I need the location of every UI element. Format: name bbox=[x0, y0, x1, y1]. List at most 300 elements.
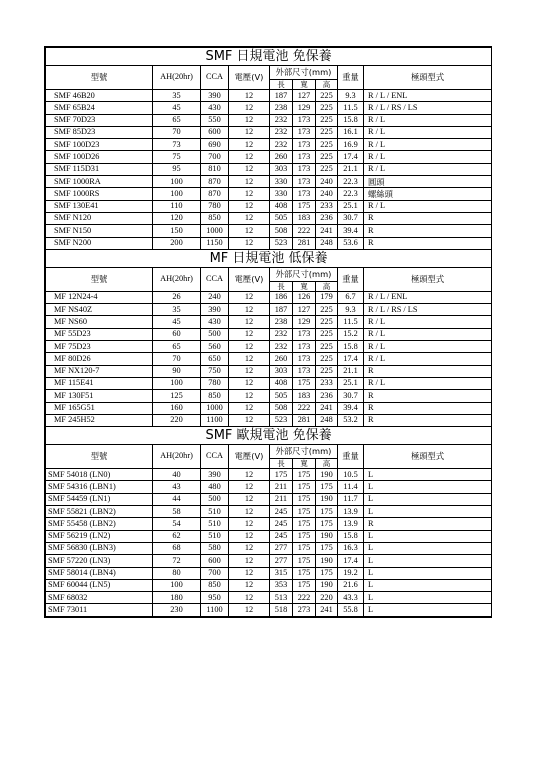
voltage-cell: 12 bbox=[229, 592, 270, 604]
header-dimensions: 外部尺寸(mm) bbox=[270, 66, 338, 80]
length-cell: 245 bbox=[270, 518, 293, 530]
width-cell: 173 bbox=[293, 163, 316, 175]
width-cell: 173 bbox=[293, 151, 316, 163]
ah-cell: 45 bbox=[153, 102, 201, 114]
cca-cell: 1150 bbox=[201, 237, 229, 249]
header-model: 型號 bbox=[46, 267, 153, 291]
model-cell: MF 55D23 bbox=[46, 328, 153, 340]
terminal-cell: R / L bbox=[364, 163, 492, 175]
weight-cell: 6.7 bbox=[338, 291, 364, 303]
table-row bbox=[46, 341, 492, 353]
ah-cell: 80 bbox=[153, 567, 201, 579]
cca-cell: 850 bbox=[201, 390, 229, 402]
terminal-cell: R bbox=[364, 390, 492, 402]
cca-cell: 560 bbox=[201, 341, 229, 353]
ah-cell: 44 bbox=[153, 493, 201, 505]
height-cell: 190 bbox=[316, 530, 338, 542]
cca-cell: 510 bbox=[201, 506, 229, 518]
table-row bbox=[46, 188, 492, 200]
header-voltage: 電壓(V) bbox=[229, 66, 270, 90]
voltage-cell: 12 bbox=[229, 114, 270, 126]
ah-cell: 75 bbox=[153, 151, 201, 163]
height-cell: 225 bbox=[316, 114, 338, 126]
header-height: 高 bbox=[316, 80, 338, 90]
header-ah: AH(20hr) bbox=[153, 445, 201, 469]
voltage-cell: 12 bbox=[229, 304, 270, 316]
voltage-cell: 12 bbox=[229, 604, 270, 616]
section-title: SMF 日規電池 免保養 bbox=[46, 48, 492, 66]
weight-cell: 30.7 bbox=[338, 390, 364, 402]
terminal-cell: L bbox=[364, 579, 492, 591]
height-cell: 225 bbox=[316, 304, 338, 316]
weight-cell: 13.9 bbox=[338, 506, 364, 518]
ah-cell: 70 bbox=[153, 353, 201, 365]
weight-cell: 25.1 bbox=[338, 377, 364, 389]
cca-cell: 600 bbox=[201, 126, 229, 138]
width-cell: 183 bbox=[293, 390, 316, 402]
width-cell: 173 bbox=[293, 139, 316, 151]
cca-cell: 390 bbox=[201, 469, 229, 481]
width-cell: 127 bbox=[293, 304, 316, 316]
terminal-cell: R / L / ENL bbox=[364, 90, 492, 102]
terminal-cell: R / L bbox=[364, 316, 492, 328]
width-cell: 175 bbox=[293, 481, 316, 493]
width-cell: 222 bbox=[293, 592, 316, 604]
length-cell: 232 bbox=[270, 139, 293, 151]
table-row bbox=[46, 365, 492, 377]
voltage-cell: 12 bbox=[229, 341, 270, 353]
model-cell: SMF 54316 (LBN1) bbox=[46, 481, 153, 493]
voltage-cell: 12 bbox=[229, 237, 270, 249]
table-row bbox=[46, 328, 492, 340]
battery-spec-sheet bbox=[44, 46, 492, 618]
width-cell: 175 bbox=[293, 493, 316, 505]
model-cell: SMF 70D23 bbox=[46, 114, 153, 126]
weight-cell: 19.2 bbox=[338, 567, 364, 579]
header-ah: AH(20hr) bbox=[153, 267, 201, 291]
column-header-row bbox=[46, 267, 492, 281]
width-cell: 173 bbox=[293, 341, 316, 353]
length-cell: 505 bbox=[270, 212, 293, 224]
width-cell: 127 bbox=[293, 90, 316, 102]
length-cell: 232 bbox=[270, 328, 293, 340]
model-cell: MF 80D26 bbox=[46, 353, 153, 365]
height-cell: 240 bbox=[316, 176, 338, 188]
cca-cell: 510 bbox=[201, 530, 229, 542]
width-cell: 173 bbox=[293, 353, 316, 365]
terminal-cell: R / L bbox=[364, 139, 492, 151]
length-cell: 245 bbox=[270, 530, 293, 542]
terminal-cell: 圓頭 bbox=[364, 176, 492, 188]
column-header-row bbox=[46, 66, 492, 80]
voltage-cell: 12 bbox=[229, 390, 270, 402]
height-cell: 225 bbox=[316, 139, 338, 151]
table-row bbox=[46, 469, 492, 481]
weight-cell: 39.4 bbox=[338, 402, 364, 414]
voltage-cell: 12 bbox=[229, 126, 270, 138]
voltage-cell: 12 bbox=[229, 225, 270, 237]
section-title: MF 日規電池 低保養 bbox=[46, 249, 492, 267]
header-ah: AH(20hr) bbox=[153, 66, 201, 90]
height-cell: 241 bbox=[316, 604, 338, 616]
width-cell: 173 bbox=[293, 114, 316, 126]
length-cell: 303 bbox=[270, 163, 293, 175]
terminal-cell: R bbox=[364, 402, 492, 414]
length-cell: 175 bbox=[270, 469, 293, 481]
model-cell: SMF 1000RA bbox=[46, 176, 153, 188]
model-cell: MF NS60 bbox=[46, 316, 153, 328]
header-weight: 重量 bbox=[338, 445, 364, 469]
table-row bbox=[46, 316, 492, 328]
width-cell: 222 bbox=[293, 402, 316, 414]
table-row bbox=[46, 506, 492, 518]
width-cell: 175 bbox=[293, 506, 316, 518]
table-row bbox=[46, 237, 492, 249]
table-row bbox=[46, 126, 492, 138]
width-cell: 175 bbox=[293, 518, 316, 530]
width-cell: 175 bbox=[293, 469, 316, 481]
terminal-cell: R / L bbox=[364, 126, 492, 138]
terminal-cell: R bbox=[364, 414, 492, 426]
ah-cell: 100 bbox=[153, 579, 201, 591]
cca-cell: 850 bbox=[201, 212, 229, 224]
weight-cell: 43.3 bbox=[338, 592, 364, 604]
model-cell: SMF 65B24 bbox=[46, 102, 153, 114]
model-cell: SMF 58014 (LBN4) bbox=[46, 567, 153, 579]
battery-spec-table bbox=[45, 47, 492, 617]
voltage-cell: 12 bbox=[229, 506, 270, 518]
weight-cell: 30.7 bbox=[338, 212, 364, 224]
height-cell: 220 bbox=[316, 592, 338, 604]
cca-cell: 950 bbox=[201, 592, 229, 604]
length-cell: 408 bbox=[270, 200, 293, 212]
voltage-cell: 12 bbox=[229, 493, 270, 505]
height-cell: 190 bbox=[316, 493, 338, 505]
voltage-cell: 12 bbox=[229, 90, 270, 102]
weight-cell: 17.4 bbox=[338, 151, 364, 163]
length-cell: 315 bbox=[270, 567, 293, 579]
height-cell: 225 bbox=[316, 151, 338, 163]
model-cell: SMF 100D26 bbox=[46, 151, 153, 163]
length-cell: 505 bbox=[270, 390, 293, 402]
voltage-cell: 12 bbox=[229, 481, 270, 493]
height-cell: 190 bbox=[316, 469, 338, 481]
height-cell: 190 bbox=[316, 555, 338, 567]
table-row bbox=[46, 518, 492, 530]
header-dimensions: 外部尺寸(mm) bbox=[270, 267, 338, 281]
voltage-cell: 12 bbox=[229, 542, 270, 554]
length-cell: 211 bbox=[270, 481, 293, 493]
table-row bbox=[46, 390, 492, 402]
model-cell: MF 115E41 bbox=[46, 377, 153, 389]
terminal-cell: R bbox=[364, 212, 492, 224]
voltage-cell: 12 bbox=[229, 414, 270, 426]
model-cell: MF 245H52 bbox=[46, 414, 153, 426]
section-title: SMF 歐規電池 免保養 bbox=[46, 427, 492, 445]
table-row bbox=[46, 102, 492, 114]
ah-cell: 125 bbox=[153, 390, 201, 402]
ah-cell: 110 bbox=[153, 200, 201, 212]
header-voltage: 電壓(V) bbox=[229, 267, 270, 291]
weight-cell: 15.8 bbox=[338, 114, 364, 126]
width-cell: 175 bbox=[293, 567, 316, 579]
cca-cell: 550 bbox=[201, 114, 229, 126]
table-row bbox=[46, 542, 492, 554]
length-cell: 187 bbox=[270, 304, 293, 316]
model-cell: SMF 54459 (LN1) bbox=[46, 493, 153, 505]
terminal-cell: R / L / ENL bbox=[364, 291, 492, 303]
cca-cell: 850 bbox=[201, 579, 229, 591]
height-cell: 248 bbox=[316, 414, 338, 426]
model-cell: SMF 55458 (LBN2) bbox=[46, 518, 153, 530]
cca-cell: 810 bbox=[201, 163, 229, 175]
length-cell: 277 bbox=[270, 555, 293, 567]
ah-cell: 90 bbox=[153, 365, 201, 377]
model-cell: MF NX120-7 bbox=[46, 365, 153, 377]
terminal-cell: R / L / RS / LS bbox=[364, 304, 492, 316]
height-cell: 175 bbox=[316, 567, 338, 579]
weight-cell: 11.7 bbox=[338, 493, 364, 505]
table-row bbox=[46, 353, 492, 365]
ah-cell: 35 bbox=[153, 304, 201, 316]
cca-cell: 390 bbox=[201, 304, 229, 316]
height-cell: 225 bbox=[316, 90, 338, 102]
table-row bbox=[46, 291, 492, 303]
cca-cell: 480 bbox=[201, 481, 229, 493]
width-cell: 173 bbox=[293, 126, 316, 138]
length-cell: 330 bbox=[270, 188, 293, 200]
ah-cell: 160 bbox=[153, 402, 201, 414]
header-height: 高 bbox=[316, 281, 338, 291]
cca-cell: 500 bbox=[201, 493, 229, 505]
ah-cell: 73 bbox=[153, 139, 201, 151]
header-width: 寬 bbox=[293, 281, 316, 291]
height-cell: 179 bbox=[316, 291, 338, 303]
model-cell: SMF 100D23 bbox=[46, 139, 153, 151]
weight-cell: 11.4 bbox=[338, 481, 364, 493]
terminal-cell: R / L bbox=[364, 353, 492, 365]
length-cell: 232 bbox=[270, 114, 293, 126]
height-cell: 175 bbox=[316, 518, 338, 530]
voltage-cell: 12 bbox=[229, 200, 270, 212]
table-row bbox=[46, 414, 492, 426]
cca-cell: 1100 bbox=[201, 414, 229, 426]
voltage-cell: 12 bbox=[229, 176, 270, 188]
length-cell: 238 bbox=[270, 316, 293, 328]
length-cell: 508 bbox=[270, 225, 293, 237]
ah-cell: 200 bbox=[153, 237, 201, 249]
section-title-row bbox=[46, 249, 492, 267]
weight-cell: 21.1 bbox=[338, 163, 364, 175]
model-cell: SMF 68032 bbox=[46, 592, 153, 604]
width-cell: 281 bbox=[293, 237, 316, 249]
model-cell: SMF 73011 bbox=[46, 604, 153, 616]
length-cell: 187 bbox=[270, 90, 293, 102]
model-cell: SMF 130E41 bbox=[46, 200, 153, 212]
voltage-cell: 12 bbox=[229, 469, 270, 481]
height-cell: 241 bbox=[316, 225, 338, 237]
ah-cell: 43 bbox=[153, 481, 201, 493]
weight-cell: 16.1 bbox=[338, 126, 364, 138]
length-cell: 186 bbox=[270, 291, 293, 303]
height-cell: 236 bbox=[316, 390, 338, 402]
weight-cell: 9.3 bbox=[338, 304, 364, 316]
header-cca: CCA bbox=[201, 267, 229, 291]
width-cell: 273 bbox=[293, 604, 316, 616]
table-row bbox=[46, 139, 492, 151]
terminal-cell: 螺絲頭 bbox=[364, 188, 492, 200]
table-row bbox=[46, 212, 492, 224]
cca-cell: 650 bbox=[201, 353, 229, 365]
width-cell: 173 bbox=[293, 328, 316, 340]
width-cell: 281 bbox=[293, 414, 316, 426]
voltage-cell: 12 bbox=[229, 377, 270, 389]
weight-cell: 15.2 bbox=[338, 328, 364, 340]
cca-cell: 500 bbox=[201, 328, 229, 340]
weight-cell: 16.3 bbox=[338, 542, 364, 554]
header-cca: CCA bbox=[201, 445, 229, 469]
terminal-cell: R / L bbox=[364, 377, 492, 389]
terminal-cell: R bbox=[364, 518, 492, 530]
terminal-cell: R bbox=[364, 237, 492, 249]
weight-cell: 16.9 bbox=[338, 139, 364, 151]
table-row bbox=[46, 567, 492, 579]
model-cell: SMF 55821 (LBN2) bbox=[46, 506, 153, 518]
model-cell: SMF N120 bbox=[46, 212, 153, 224]
voltage-cell: 12 bbox=[229, 402, 270, 414]
length-cell: 245 bbox=[270, 506, 293, 518]
voltage-cell: 12 bbox=[229, 555, 270, 567]
length-cell: 523 bbox=[270, 414, 293, 426]
voltage-cell: 12 bbox=[229, 188, 270, 200]
table-row bbox=[46, 481, 492, 493]
cca-cell: 430 bbox=[201, 316, 229, 328]
width-cell: 173 bbox=[293, 176, 316, 188]
header-length: 長 bbox=[270, 281, 293, 291]
length-cell: 408 bbox=[270, 377, 293, 389]
cca-cell: 1000 bbox=[201, 225, 229, 237]
width-cell: 173 bbox=[293, 365, 316, 377]
height-cell: 225 bbox=[316, 316, 338, 328]
length-cell: 232 bbox=[270, 341, 293, 353]
ah-cell: 65 bbox=[153, 341, 201, 353]
model-cell: SMF 56219 (LN2) bbox=[46, 530, 153, 542]
model-cell: SMF 57220 (LN3) bbox=[46, 555, 153, 567]
width-cell: 173 bbox=[293, 188, 316, 200]
terminal-cell: R / L bbox=[364, 200, 492, 212]
header-length: 長 bbox=[270, 80, 293, 90]
height-cell: 233 bbox=[316, 377, 338, 389]
terminal-cell: L bbox=[364, 493, 492, 505]
ah-cell: 220 bbox=[153, 414, 201, 426]
terminal-cell: L bbox=[364, 592, 492, 604]
terminal-cell: R / L bbox=[364, 151, 492, 163]
length-cell: 523 bbox=[270, 237, 293, 249]
model-cell: SMF 54018 (LN0) bbox=[46, 469, 153, 481]
terminal-cell: L bbox=[364, 469, 492, 481]
table-row bbox=[46, 402, 492, 414]
table-row bbox=[46, 592, 492, 604]
ah-cell: 95 bbox=[153, 163, 201, 175]
weight-cell: 53.6 bbox=[338, 237, 364, 249]
ah-cell: 26 bbox=[153, 291, 201, 303]
length-cell: 260 bbox=[270, 353, 293, 365]
length-cell: 330 bbox=[270, 176, 293, 188]
voltage-cell: 12 bbox=[229, 518, 270, 530]
height-cell: 190 bbox=[316, 579, 338, 591]
model-cell: MF 75D23 bbox=[46, 341, 153, 353]
voltage-cell: 12 bbox=[229, 365, 270, 377]
table-row bbox=[46, 163, 492, 175]
ah-cell: 54 bbox=[153, 518, 201, 530]
voltage-cell: 12 bbox=[229, 163, 270, 175]
weight-cell: 9.3 bbox=[338, 90, 364, 102]
model-cell: SMF 56830 (LBN3) bbox=[46, 542, 153, 554]
weight-cell: 21.1 bbox=[338, 365, 364, 377]
voltage-cell: 12 bbox=[229, 212, 270, 224]
width-cell: 183 bbox=[293, 212, 316, 224]
width-cell: 175 bbox=[293, 555, 316, 567]
table-row bbox=[46, 555, 492, 567]
table-row bbox=[46, 304, 492, 316]
table-row bbox=[46, 176, 492, 188]
column-header-row bbox=[46, 445, 492, 459]
header-cca: CCA bbox=[201, 66, 229, 90]
width-cell: 175 bbox=[293, 542, 316, 554]
cca-cell: 690 bbox=[201, 139, 229, 151]
cca-cell: 700 bbox=[201, 567, 229, 579]
height-cell: 225 bbox=[316, 341, 338, 353]
header-dimensions: 外部尺寸(mm) bbox=[270, 445, 338, 459]
cca-cell: 780 bbox=[201, 377, 229, 389]
voltage-cell: 12 bbox=[229, 291, 270, 303]
length-cell: 303 bbox=[270, 365, 293, 377]
terminal-cell: L bbox=[364, 506, 492, 518]
terminal-cell: L bbox=[364, 567, 492, 579]
ah-cell: 40 bbox=[153, 469, 201, 481]
voltage-cell: 12 bbox=[229, 328, 270, 340]
weight-cell: 15.8 bbox=[338, 341, 364, 353]
header-model: 型號 bbox=[46, 445, 153, 469]
model-cell: SMF N200 bbox=[46, 237, 153, 249]
ah-cell: 100 bbox=[153, 188, 201, 200]
weight-cell: 21.6 bbox=[338, 579, 364, 591]
header-terminal: 極頭型式 bbox=[364, 66, 492, 90]
header-model: 型號 bbox=[46, 66, 153, 90]
width-cell: 175 bbox=[293, 200, 316, 212]
height-cell: 225 bbox=[316, 163, 338, 175]
ah-cell: 60 bbox=[153, 328, 201, 340]
height-cell: 175 bbox=[316, 506, 338, 518]
section-title-row bbox=[46, 48, 492, 66]
header-width: 寬 bbox=[293, 459, 316, 469]
weight-cell: 10.5 bbox=[338, 469, 364, 481]
terminal-cell: L bbox=[364, 530, 492, 542]
header-height: 高 bbox=[316, 459, 338, 469]
header-weight: 重量 bbox=[338, 66, 364, 90]
table-row bbox=[46, 114, 492, 126]
header-terminal: 極頭型式 bbox=[364, 445, 492, 469]
model-cell: MF 165G51 bbox=[46, 402, 153, 414]
ah-cell: 120 bbox=[153, 212, 201, 224]
cca-cell: 390 bbox=[201, 90, 229, 102]
length-cell: 260 bbox=[270, 151, 293, 163]
terminal-cell: R / L bbox=[364, 328, 492, 340]
cca-cell: 580 bbox=[201, 542, 229, 554]
table-row bbox=[46, 493, 492, 505]
terminal-cell: R / L / RS / LS bbox=[364, 102, 492, 114]
weight-cell: 55.8 bbox=[338, 604, 364, 616]
